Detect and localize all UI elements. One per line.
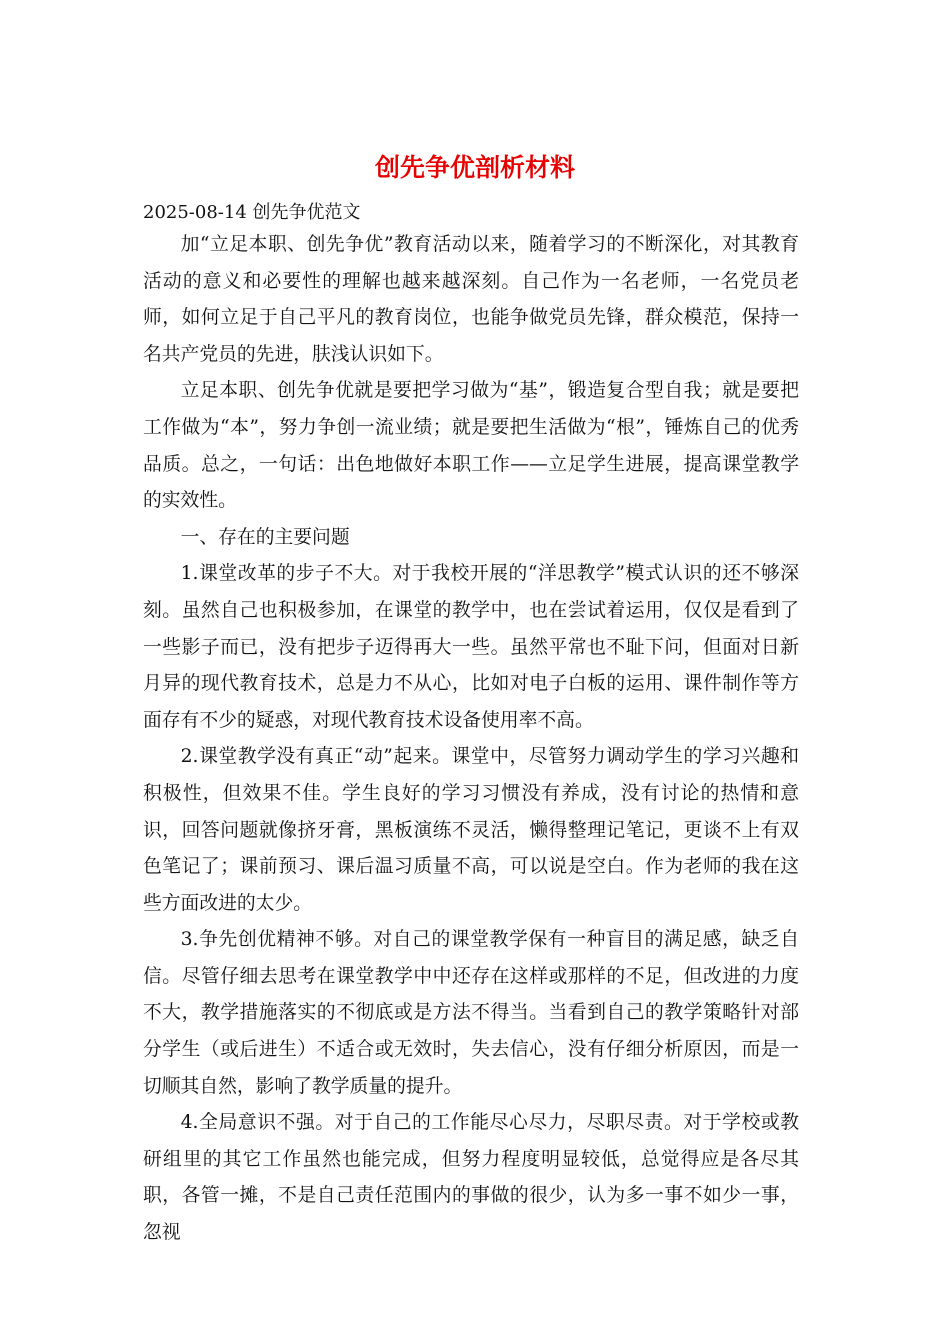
paragraph-intro: 加“立足本职、创先争优”教育活动以来，随着学习的不断深化，对其教育活动的意义和必要性的理解也越来越深刻。自己作为一名老师，一名党员老师，如何立足于自己平凡的教育岗位，也能争做党员先锋，群众模范，保持一名共产党员的先进，肤浅认识如下。	[143, 234, 799, 365]
paragraph-problem-3: 3.争先创优精神不够。对自己的课堂教学保有一种盲目的满足感，缺乏自信。尽管仔细去思考在课堂教学中中还存在这样或那样的不足，但改进的力度不大，教学措施落实的不彻底或是方法不得当。当看到自己的教学策略针对部分学生（或后进生）不适合或无效时，失去信心，没有仔细分析原因，而是一切顺其自然，影响了教学质量的提升。	[143, 929, 799, 1097]
paragraph-problem-2: 2.课堂教学没有真正“动”起来。课堂中，尽管努力调动学生的学习兴趣和积极性，但效果不佳。学生良好的学习习惯没有养成，没有讨论的热情和意识，回答问题就像挤牙膏，黑板演练不灵活，懒得整理记笔记，更谈不上有双色笔记了；课前预习、课后温习质量不高，可以说是空白。作为老师的我在这些方面改进的太少。	[143, 746, 799, 914]
paragraph-problem-1: 1.课堂改革的步子不大。对于我校开展的“洋思教学”模式认识的还不够深刻。虽然自己也积极参加，在课堂的教学中，也在尝试着运用，仅仅是看到了一些影子而已，没有把步子迈得再大一些。虽然平常也不耻下问，但面对日新月异的现代教育技术，总是力不从心，比如对电子白板的运用、课件制作等方面存有不少的疑惑，对现代教育技术设备使用率不高。	[143, 563, 799, 731]
paragraph-summary: 立足本职、创先争优就是要把学习做为“基”，锻造复合型自我；就是要把工作做为“本”，努力争创一流业绩；就是要把生活做为“根”，锤炼自己的优秀品质。总之，一句话：出色地做好本职工作——立足学生进展，提高课堂教学的实效性。	[143, 380, 799, 512]
document-body	[143, 227, 799, 1252]
document-title: 创先争优剖析材料	[374, 153, 575, 182]
section-heading-problems: 一、存在的主要问题	[180, 526, 350, 548]
document-meta-line: 2025-08-14 创先争优范文	[143, 202, 361, 223]
paragraph-problem-4: 4.全局意识不强。对于自己的工作能尽心尽力，尽职尽责。对于学校或教研组里的其它工作虽然也能完成，但努力程度明显较低，总觉得应是各尽其职，各管一摊，不是自己责任范围内的事做的很少，认为多一事不如少一事，忽视	[143, 1112, 799, 1244]
